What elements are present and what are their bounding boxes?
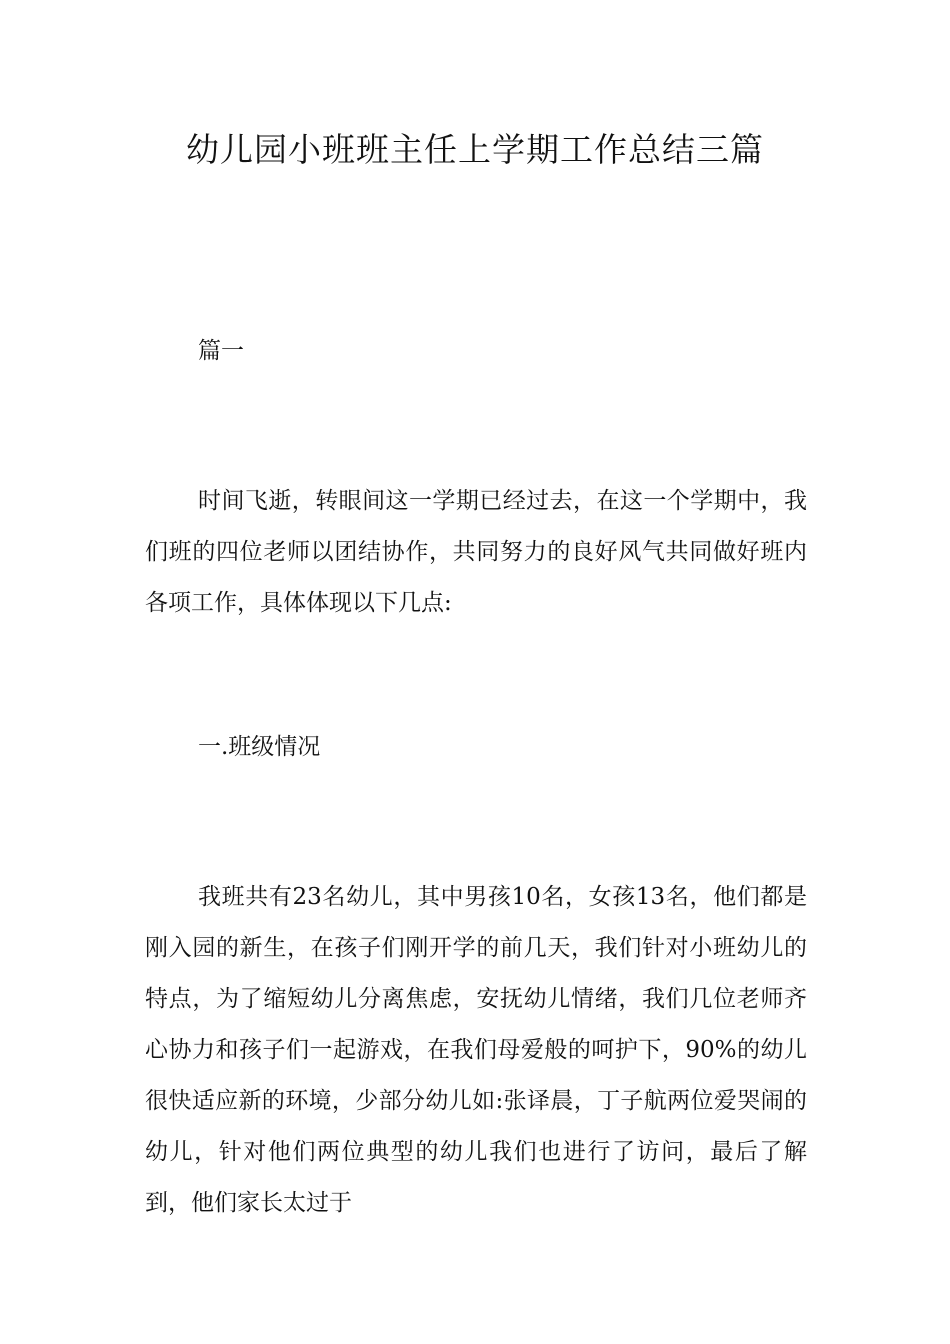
document-title: 幼儿园小班班主任上学期工作总结三篇 (186, 130, 764, 169)
section-paragraph: 我班共有23名幼儿，其中男孩10名，女孩13名，他们都是刚入园的新生，在孩子们刚开学的前几天，我们针对小班幼儿的特点，为了缩短幼儿分离焦虑，安抚幼儿情绪，我们几位老师齐心协力和孩子们一起游戏，在我们母爱般的呵护下，90%的幼儿很快适应新的环境，少部分幼儿如:张译晨，丁子航两位爱哭闹的幼儿，针对他们两位典型的幼儿我们也进行了访问，最后了解到，他们家长太过于 (145, 884, 807, 1216)
part-label: 篇一 (198, 338, 244, 364)
intro-paragraph: 时间飞逝，转眼间这一学期已经过去，在这一个学期中，我们班的四位老师以团结协作，共同努力的良好风气共同做好班内各项工作，具体体现以下几点: (145, 488, 807, 616)
section-heading: 一.班级情况 (198, 734, 321, 760)
